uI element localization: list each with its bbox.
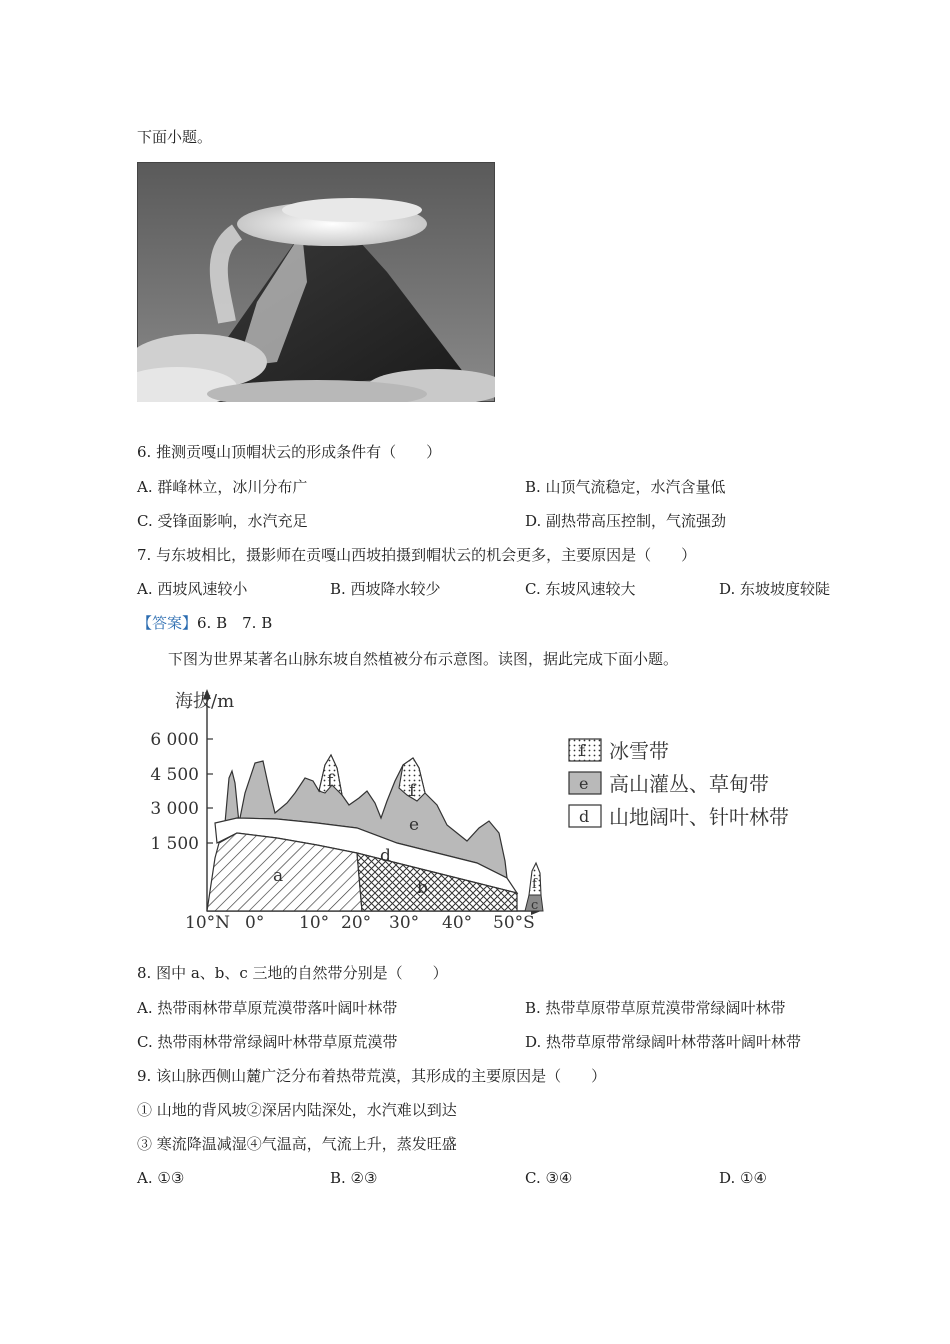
answer-text: 6. B 7. B xyxy=(197,614,273,632)
zone-label-f-2: f xyxy=(409,781,416,801)
y-tick-1500: 1 500 xyxy=(150,834,199,854)
q8-option-d: D. 热带草原带常绿阔叶林带落叶阔叶林带 xyxy=(525,1033,802,1051)
intro-text-2: 下图为世界某著名山脉东坡自然植被分布示意图。读图，据此完成下面小题。 xyxy=(168,650,679,668)
x-tick-0: 0° xyxy=(245,913,265,933)
y-tick-6000: 6 000 xyxy=(150,730,199,750)
q7-option-a: A. 西坡风速较小 xyxy=(137,580,248,598)
legend-key-e: e xyxy=(579,774,589,793)
y-axis-title: 海拔/m xyxy=(175,691,235,712)
q6-option-c: C. 受锋面影响，水汽充足 xyxy=(137,512,308,530)
q8-option-b: B. 热带草原带草原荒漠带常绿阔叶林带 xyxy=(525,999,786,1017)
q9-stem: 9. 该山脉西侧山麓广泛分布着热带荒漠，其形成的主要原因是（ ） xyxy=(137,1067,607,1085)
legend-label-alpine: 高山灌丛、草甸带 xyxy=(609,772,769,796)
q8-option-c: C. 热带雨林带常绿阔叶林带草原荒漠带 xyxy=(137,1033,398,1051)
q6-option-d: D. 副热带高压控制，气流强劲 xyxy=(525,512,727,530)
q6-option-a: A. 群峰林立，冰川分布广 xyxy=(137,478,308,496)
legend-label-forest: 山地阔叶、针叶林带 xyxy=(609,805,789,829)
q6-option-b: B. 山顶气流稳定，水汽含量低 xyxy=(525,478,726,496)
q7-stem: 7. 与东坡相比，摄影师在贡嘎山西坡拍摄到帽状云的机会更多，主要原因是（ ） xyxy=(137,546,697,564)
zone-label-e: e xyxy=(409,815,420,835)
mountain-cap-cloud-photo xyxy=(137,162,495,402)
q9-option-c: C. ③④ xyxy=(525,1169,573,1187)
q7-option-b: B. 西坡降水较少 xyxy=(330,580,441,598)
q6-stem: 6. 推测贡嘎山顶帽状云的形成条件有（ ） xyxy=(137,443,442,461)
intro-text: 下面小题。 xyxy=(137,128,213,146)
q8-stem: 8. 图中 a、b、c 三地的自然带分别是（ ） xyxy=(137,964,448,982)
legend-key-f: f xyxy=(579,741,585,760)
legend xyxy=(569,739,789,829)
legend-key-d: d xyxy=(579,807,590,826)
x-tick-10: 10° xyxy=(299,913,330,933)
x-tick-40: 40° xyxy=(442,913,473,933)
q9-statement-1: ① 山地的背风坡②深居内陆深处，水汽难以到达 xyxy=(137,1101,457,1119)
q7-option-d: D. 东坡坡度较陡 xyxy=(719,580,831,598)
zone-label-c: c xyxy=(531,898,539,913)
y-tick-3000: 3 000 xyxy=(150,799,199,819)
answer-line xyxy=(137,613,272,633)
q8-option-a: A. 热带雨林带草原荒漠带落叶阔叶林带 xyxy=(137,999,398,1017)
zone-label-a: a xyxy=(273,866,284,886)
x-tick-50s: 50°S xyxy=(493,913,535,933)
zone-label-f-3: f xyxy=(532,877,537,892)
legend-label-snow: 冰雪带 xyxy=(609,739,669,763)
x-tick-10n: 10°N xyxy=(185,913,231,933)
q9-option-a: A. ①③ xyxy=(137,1169,185,1187)
x-tick-30: 30° xyxy=(389,913,420,933)
q9-statement-2: ③ 寒流降温减湿④气温高，气流上升，蒸发旺盛 xyxy=(137,1135,457,1153)
q9-option-d: D. ①④ xyxy=(719,1169,767,1187)
q9-option-b: B. ②③ xyxy=(330,1169,378,1187)
answer-label: 【答案】 xyxy=(137,614,198,632)
zone-label-b: b xyxy=(417,878,428,898)
y-tick-4500: 4 500 xyxy=(150,765,199,785)
x-tick-20: 20° xyxy=(341,913,372,933)
q7-option-c: C. 东坡风速较大 xyxy=(525,580,636,598)
zone-label-d: d xyxy=(380,846,391,866)
zone-label-f-1: f xyxy=(327,771,334,791)
vegetation-distribution-diagram xyxy=(137,683,817,933)
